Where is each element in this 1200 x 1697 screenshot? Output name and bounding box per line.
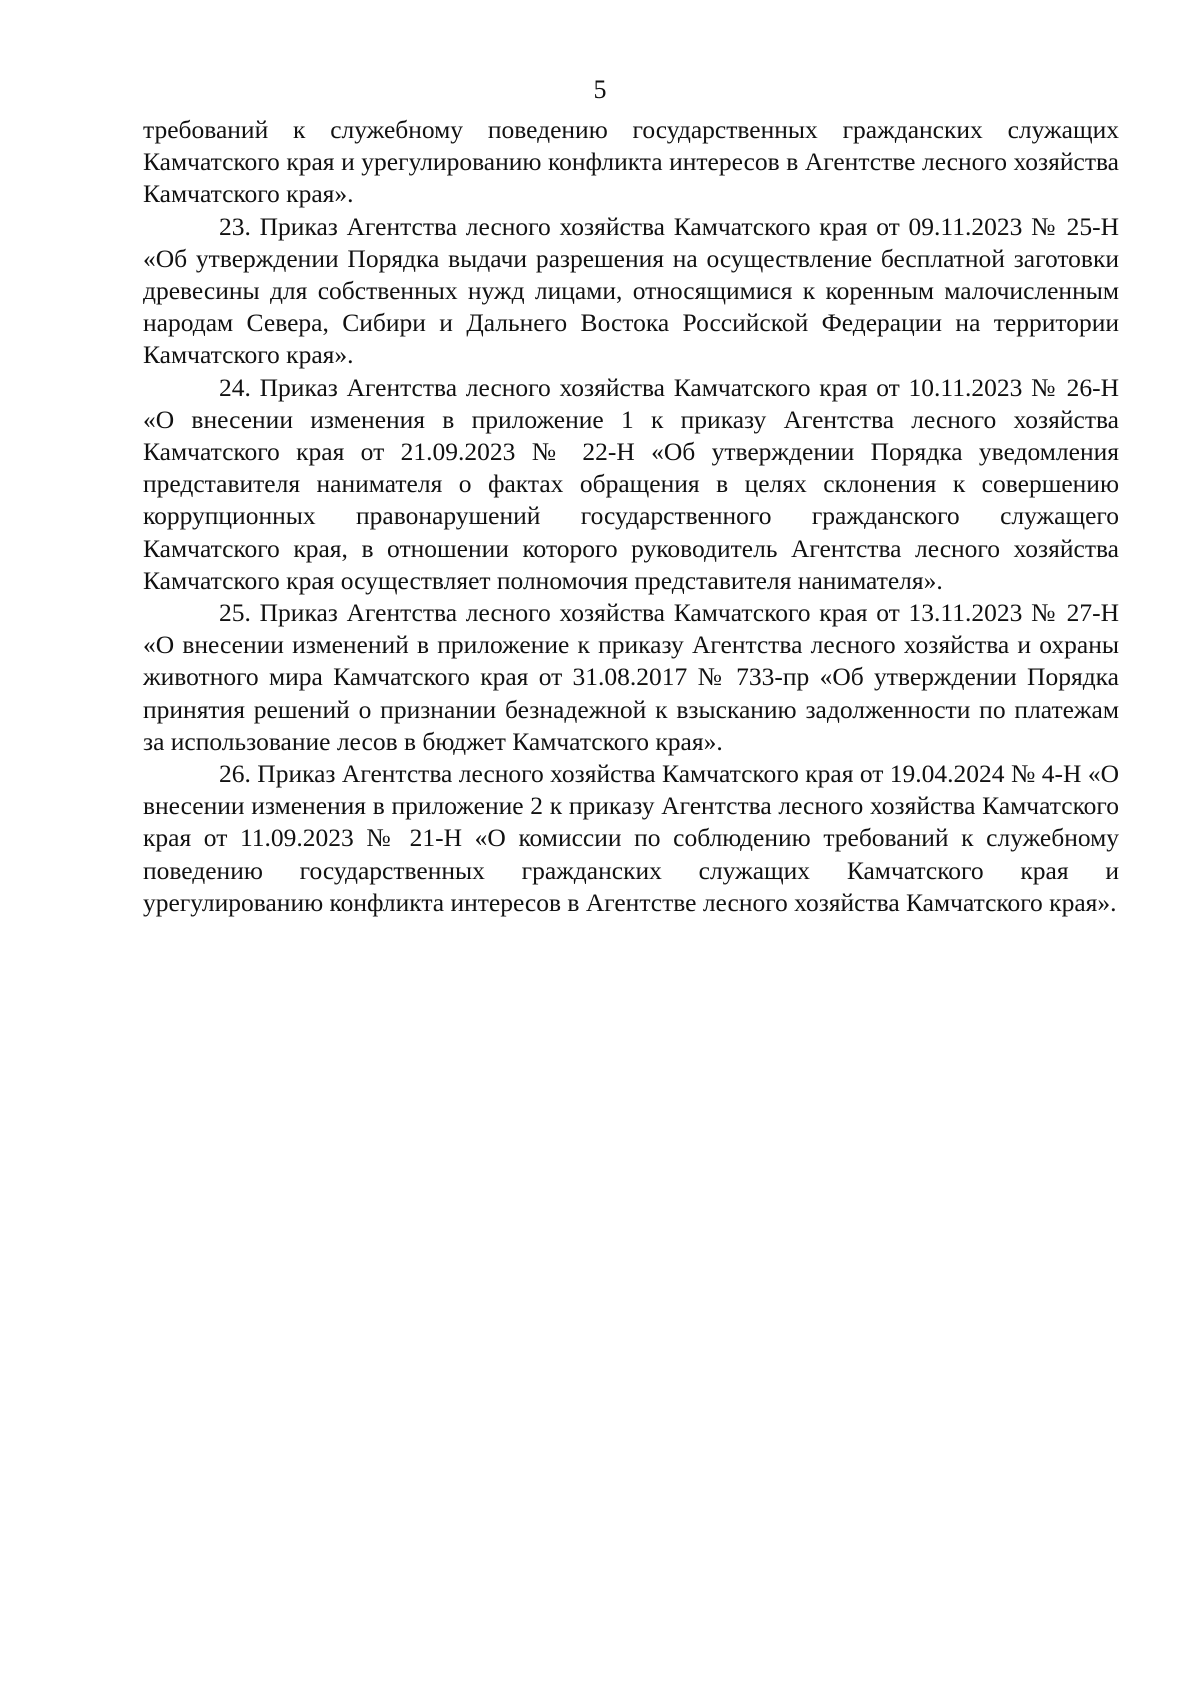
list-item-24: 24. Приказ Агентства лесного хозяйства Камчатского края от 10.11.2023 № 26-Н «О внесении изменения в приложение 1 к приказу Агентства лесного хозяйства Камчатского края от 21.09.2023 № 22-Н «Об утверждении Порядка уведомления представителя нанимателя о фактах обращения в целях склонения к совершению коррупционных правонарушений государственного гражданского служащего Камчатского края, в отношении которого руководитель Агентства лесного хозяйства Камчатского края осуществляет полномочия представителя нанимателя». — [143, 372, 1119, 595]
list-item-26: 26. Приказ Агентства лесного хозяйства Камчатского края от 19.04.2024 № 4-Н «О внесении изменения в приложение 2 к приказу Агентства лесного хозяйства Камчатского края от 11.09.2023 № 21-Н «О комиссии по соблюдению требований к служебному поведению государственных гражданских служащих Камчатского края и урегулированию конфликта интересов в Агентстве лесного хозяйства Камчатского края». — [143, 759, 1119, 917]
list-item-23: 23. Приказ Агентства лесного хозяйства Камчатского края от 09.11.2023 № 25-Н «Об утверждении Порядка выдачи разрешения на осуществление бесплатной заготовки древесины для собственных нужд лицами, относящимися к коренным малочисленным народам Севера, Сибири и Дальнего Востока Российской Федерации на территории Камчатского края». — [143, 211, 1119, 370]
list-item-25: 25. Приказ Агентства лесного хозяйства Камчатского края от 13.11.2023 № 27-Н «О внесении изменений в приложение к приказу Агентства лесного хозяйства и охраны животного мира Камчатского края от 31.08.2017 № 733-пр «Об утверждении Порядка принятия решений о признании безнадежной к взысканию задолженности по платежам за использование лесов в бюджет Камчатского края». — [143, 598, 1119, 756]
paragraph-continuation: требований к служебному поведению государственных гражданских служащих Камчатского края и урегулированию конфликта интересов в Агентстве лесного хозяйства Камчатского края». — [143, 115, 1119, 209]
page-number: 5 — [593, 75, 607, 104]
document-body — [143, 114, 1119, 919]
